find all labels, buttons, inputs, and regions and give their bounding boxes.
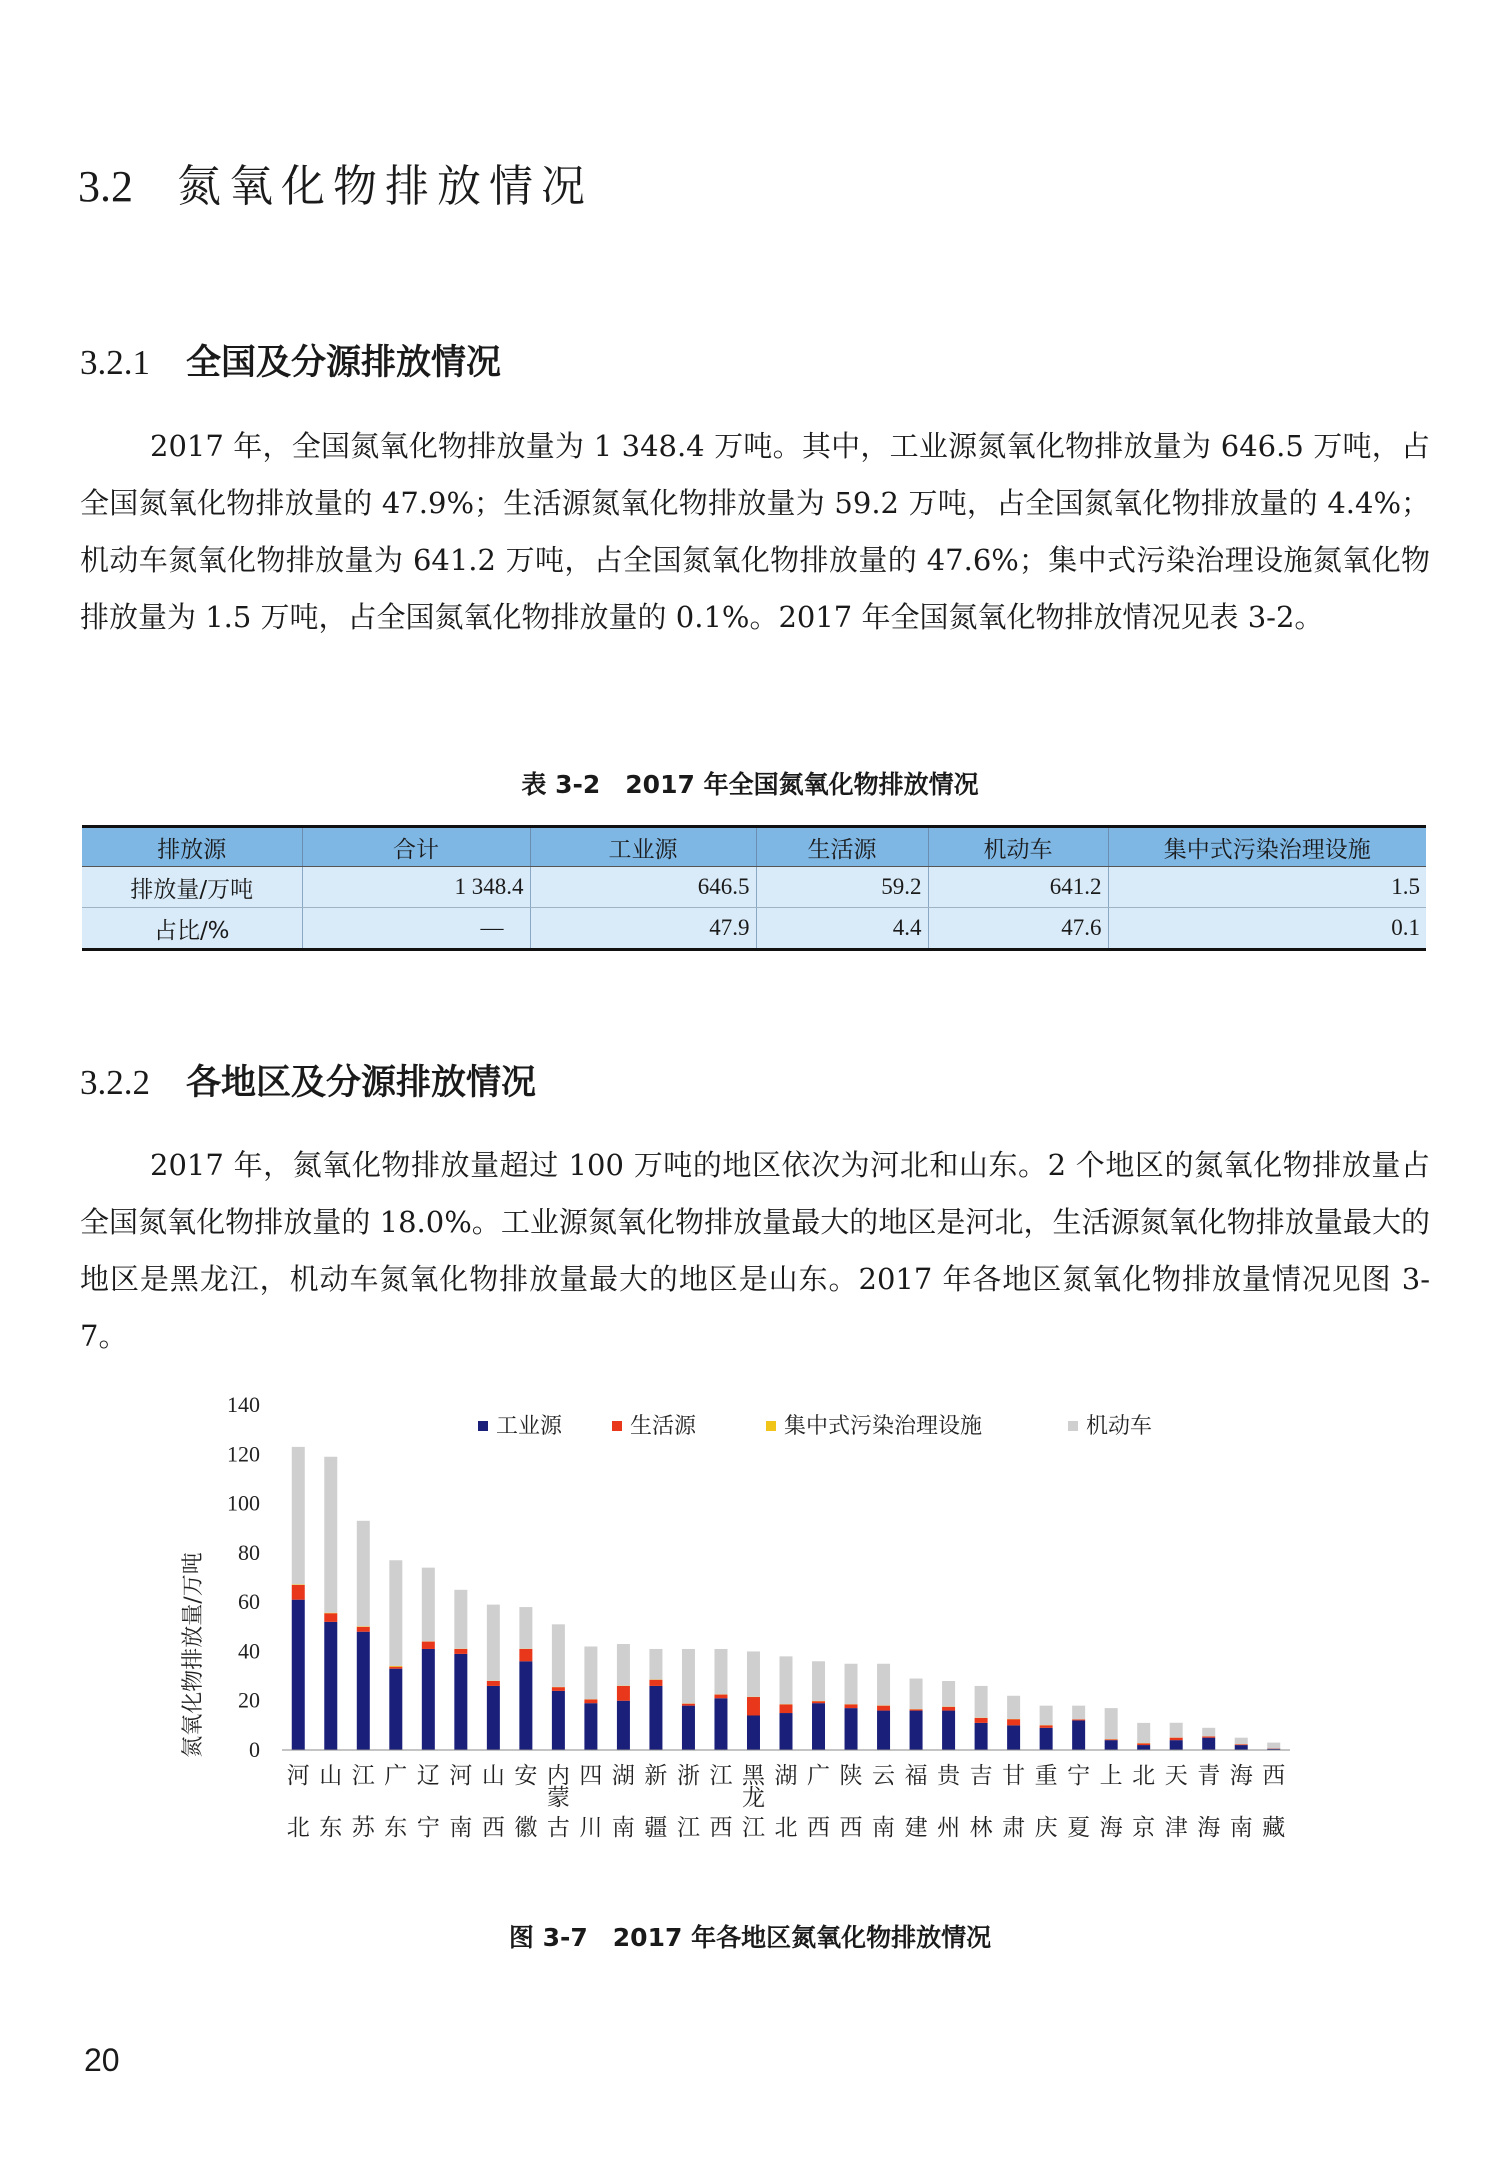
svg-text:广: 广: [384, 1763, 408, 1789]
table-cell: 47.6: [928, 908, 1108, 950]
svg-text:疆: 疆: [644, 1815, 668, 1841]
x-tick-label: [905, 1763, 928, 1841]
table-cell: 1 348.4: [302, 867, 530, 908]
bar-segment: [1040, 1725, 1053, 1727]
svg-text:陕: 陕: [839, 1763, 863, 1789]
table-cell: 59.2: [756, 867, 928, 908]
bar-segment: [1235, 1744, 1248, 1745]
svg-text:内: 内: [546, 1763, 570, 1789]
bar-segment: [910, 1709, 923, 1710]
bar-segment: [487, 1686, 500, 1750]
bar-segment: [1040, 1706, 1053, 1725]
svg-text:龙: 龙: [741, 1785, 765, 1811]
svg-text:南: 南: [872, 1815, 896, 1841]
y-axis-label: 氮氧化物排放量/万吨: [181, 1552, 206, 1758]
legend-item: [478, 1414, 563, 1439]
bar-segment: [617, 1686, 630, 1701]
bar-segment: [357, 1521, 370, 1626]
bar-segment: [747, 1651, 760, 1696]
bar-segment: [454, 1649, 467, 1654]
bar-segment: [1007, 1719, 1020, 1725]
x-tick-label: [612, 1763, 635, 1841]
y-axis-ticks: [227, 1392, 260, 1762]
bar-segment: [1007, 1725, 1020, 1750]
y-tick-label: 60: [238, 1589, 260, 1615]
bar-segment: [454, 1590, 467, 1649]
table-header: 机动车: [928, 827, 1108, 867]
y-tick-label: 120: [227, 1441, 260, 1467]
svg-text:林: 林: [969, 1815, 993, 1841]
bars: [292, 1447, 1280, 1750]
table-caption: 表 3-2 2017 年全国氮氧化物排放情况: [521, 770, 979, 799]
emission-table: [82, 825, 1426, 951]
bar-segment: [422, 1568, 435, 1642]
svg-text:山: 山: [319, 1763, 343, 1789]
svg-text:浙: 浙: [676, 1763, 700, 1789]
svg-text:四: 四: [579, 1763, 603, 1789]
x-tick-label: [1067, 1763, 1090, 1841]
svg-text:江: 江: [676, 1815, 700, 1841]
bar-segment: [910, 1679, 923, 1710]
svg-text:江: 江: [709, 1763, 733, 1789]
table-row: [82, 908, 1426, 950]
bar-segment: [292, 1585, 305, 1600]
bar-segment: [617, 1701, 630, 1750]
svg-text:夏: 夏: [1067, 1815, 1091, 1841]
bar-segment: [845, 1664, 858, 1704]
bar-segment: [649, 1649, 662, 1680]
bar-segment: [552, 1691, 565, 1750]
bar-segment: [584, 1699, 597, 1703]
table-cell: 641.2: [928, 867, 1108, 908]
svg-text:京: 京: [1132, 1815, 1156, 1841]
x-tick-label: [1035, 1763, 1058, 1841]
svg-text:湖: 湖: [611, 1763, 635, 1789]
bar-segment: [714, 1695, 727, 1699]
bar-segment: [877, 1706, 890, 1711]
svg-text:河: 河: [449, 1763, 473, 1789]
bar-segment: [1202, 1736, 1215, 1737]
svg-text:藏: 藏: [1262, 1815, 1286, 1841]
paragraph-regional: 2017 年，氮氧化物排放量超过 100 万吨的地区依次为河北和山东。2 个地区的氮氧化物排放量占全国氮氧化物排放量的 18.0%。工业源氮氧化物排放量最大的地区是河北，生活源氮氧化物排放量最大的地区是黑龙江，机动车氮氧化物排放量最大的地区是山东。2017 年各地区氮氧化物排放量情况见图 3-7。: [80, 1148, 1430, 1353]
table-header: 集中式污染治理设施: [1108, 827, 1426, 867]
x-tick-label: [287, 1763, 310, 1841]
section-number: 3.2: [78, 162, 133, 211]
table-header: 排放源: [82, 827, 302, 867]
subsection-title-2: 各地区及分源排放情况: [186, 1063, 537, 1103]
bar-segment: [942, 1707, 955, 1711]
x-tick-label: [482, 1763, 505, 1841]
bar-segment: [747, 1716, 760, 1751]
bar-segment: [714, 1649, 727, 1694]
svg-text:海: 海: [1229, 1763, 1253, 1789]
svg-text:安: 安: [514, 1763, 538, 1789]
bar-segment: [910, 1711, 923, 1750]
y-axis-label-group: [181, 1552, 206, 1757]
bar-segment: [389, 1560, 402, 1666]
table-header: 生活源: [756, 827, 928, 867]
table-cell: 4.4: [756, 908, 928, 950]
x-tick-label: [970, 1763, 993, 1841]
x-tick-label: [1165, 1763, 1188, 1841]
section-heading: [78, 150, 593, 214]
bar-segment: [324, 1613, 337, 1622]
svg-text:宁: 宁: [416, 1815, 440, 1841]
svg-text:江: 江: [351, 1763, 375, 1789]
bar-segment: [682, 1704, 695, 1706]
bar-segment: [487, 1605, 500, 1681]
svg-text:苏: 苏: [351, 1815, 375, 1841]
svg-text:宁: 宁: [1067, 1763, 1091, 1789]
svg-text:西: 西: [807, 1815, 831, 1841]
section-title: 氮氧化物排放情况: [177, 161, 593, 212]
svg-text:工业源: 工业源: [496, 1414, 563, 1439]
svg-text:建: 建: [904, 1815, 928, 1841]
table-cell: 646.5: [530, 867, 756, 908]
x-tick-label: [514, 1763, 537, 1841]
bar-segment: [877, 1664, 890, 1706]
bar-segment: [1007, 1696, 1020, 1719]
figure-caption: 图 3-7 2017 年各地区氮氧化物排放情况: [508, 1923, 992, 1952]
bar-segment: [617, 1644, 630, 1686]
bar-segment: [357, 1627, 370, 1632]
bar-segment: [389, 1666, 402, 1667]
svg-text:天: 天: [1164, 1763, 1188, 1789]
x-tick-label: [449, 1763, 472, 1841]
table-row: [82, 867, 1426, 908]
svg-text:云: 云: [872, 1763, 896, 1789]
svg-text:北: 北: [286, 1815, 310, 1841]
x-tick-label: [937, 1763, 962, 1841]
x-tick-label: [775, 1763, 798, 1841]
table-cell: 0.1: [1108, 908, 1426, 950]
bar-segment: [292, 1447, 305, 1585]
svg-text:南: 南: [1229, 1815, 1253, 1841]
svg-text:徽: 徽: [514, 1815, 538, 1841]
x-tick-label: [384, 1763, 407, 1841]
svg-text:东: 东: [319, 1815, 343, 1841]
svg-text:青: 青: [1197, 1763, 1221, 1789]
bar-segment: [1137, 1723, 1150, 1743]
svg-text:西: 西: [839, 1815, 863, 1841]
svg-text:肃: 肃: [1002, 1815, 1026, 1841]
x-tick-label: [644, 1763, 667, 1841]
svg-text:甘: 甘: [1002, 1763, 1026, 1789]
bar-segment: [714, 1698, 727, 1750]
bar-segment: [1072, 1719, 1085, 1720]
y-tick-label: 80: [238, 1539, 260, 1565]
bar-segment: [1170, 1723, 1183, 1738]
svg-text:辽: 辽: [416, 1763, 440, 1789]
bar-segment: [942, 1711, 955, 1750]
bar-segment: [519, 1661, 532, 1750]
regional-emission-chart: [160, 1385, 1320, 1865]
bar-segment: [780, 1704, 793, 1713]
svg-text:北: 北: [1132, 1763, 1156, 1789]
svg-text:广: 广: [807, 1763, 831, 1789]
bar-segment: [389, 1669, 402, 1750]
bar-segment: [552, 1624, 565, 1687]
subsection-heading-1: [80, 335, 501, 385]
bar-segment: [422, 1642, 435, 1649]
x-tick-label: [1100, 1763, 1123, 1841]
bar-segment: [487, 1681, 500, 1686]
bar-segment: [682, 1706, 695, 1750]
bar-segment: [584, 1647, 597, 1700]
table-cell: —: [302, 908, 530, 950]
y-tick-label: 140: [227, 1392, 260, 1417]
x-tick-label: [579, 1763, 602, 1841]
svg-text:集中式污染治理设施: 集中式污染治理设施: [784, 1414, 983, 1439]
y-tick-label: 20: [238, 1687, 260, 1713]
bar-segment: [1137, 1745, 1150, 1750]
svg-text:山: 山: [481, 1763, 505, 1789]
svg-text:津: 津: [1164, 1815, 1188, 1841]
svg-text:川: 川: [579, 1815, 603, 1841]
svg-text:西: 西: [481, 1815, 505, 1841]
svg-text:庆: 庆: [1034, 1815, 1058, 1841]
svg-text:江: 江: [741, 1815, 765, 1841]
subsection-heading-2: [80, 1055, 536, 1105]
x-tick-label: [1132, 1763, 1155, 1841]
table-cell: 1.5: [1108, 867, 1426, 908]
svg-text:北: 北: [774, 1815, 798, 1841]
subsection-number-1: 3.2.1: [80, 343, 150, 382]
bar-segment: [422, 1649, 435, 1750]
svg-text:湖: 湖: [774, 1763, 798, 1789]
svg-text:生活源: 生活源: [630, 1414, 697, 1439]
bar-segment: [552, 1687, 565, 1691]
svg-text:南: 南: [449, 1815, 473, 1841]
bar-segment: [519, 1649, 532, 1661]
svg-text:东: 东: [384, 1815, 408, 1841]
x-tick-label: [742, 1763, 766, 1841]
svg-text:海: 海: [1197, 1815, 1221, 1841]
svg-text:州: 州: [937, 1815, 961, 1841]
bar-segment: [1202, 1738, 1215, 1750]
page-number: 20: [84, 2042, 120, 2078]
svg-text:福: 福: [904, 1763, 928, 1789]
bar-segment: [357, 1632, 370, 1750]
table-header-row: [82, 827, 1426, 867]
x-tick-label: [1002, 1763, 1025, 1841]
svg-text:重: 重: [1034, 1763, 1058, 1789]
x-tick-label: [807, 1763, 830, 1841]
bar-segment: [454, 1654, 467, 1750]
svg-text:贵: 贵: [937, 1763, 961, 1789]
bar-segment: [389, 1667, 402, 1669]
bar-segment: [975, 1686, 988, 1718]
x-tick-label: [1197, 1763, 1220, 1841]
bar-segment: [1105, 1740, 1118, 1750]
bar-segment: [1235, 1745, 1248, 1750]
x-tick-label: [840, 1763, 863, 1841]
svg-text:黑: 黑: [741, 1763, 765, 1789]
x-axis-labels: [287, 1763, 1285, 1841]
svg-text:上: 上: [1099, 1763, 1123, 1789]
bar-segment: [682, 1649, 695, 1703]
x-tick-label: [352, 1763, 376, 1841]
legend-item: [612, 1414, 697, 1439]
paragraph-national: 2017 年，全国氮氧化物排放量为 1 348.4 万吨。其中，工业源氮氧化物排放量为 646.5 万吨，占全国氮氧化物排放量的 47.9%；生活源氮氧化物排放量为 59.2 万吨，占全国氮氧化物排放量的 4.4%；机动车氮氧化物排放量为 641.2 万吨，占全国氮氧化物排放量的 47.6%；集中式污染治理设施氮氧化物排放量为 1.5 万吨，占全国氮氧化物排放量的 0.1%。2017 年全国氮氧化物排放情况见表 3-2。: [80, 429, 1430, 634]
bar-segment: [324, 1457, 337, 1613]
bar-segment: [1072, 1706, 1085, 1720]
x-tick-label: [709, 1763, 732, 1841]
legend: [478, 1414, 1152, 1439]
bar-segment: [1105, 1708, 1118, 1739]
bar-segment: [1137, 1743, 1150, 1745]
x-tick-label: [677, 1763, 700, 1841]
x-tick-label: [319, 1763, 342, 1841]
svg-text:西: 西: [1262, 1763, 1286, 1789]
bar-segment: [1105, 1739, 1118, 1740]
bar-segment: [812, 1701, 825, 1703]
bar-segment: [747, 1697, 760, 1715]
bar-segment: [877, 1711, 890, 1750]
table-cell: 47.9: [530, 908, 756, 950]
svg-text:新: 新: [644, 1763, 668, 1789]
bar-segment: [1072, 1720, 1085, 1750]
legend-item: [1068, 1414, 1152, 1439]
svg-text:河: 河: [286, 1763, 310, 1789]
bar-segment: [1170, 1740, 1183, 1750]
bar-segment: [1235, 1738, 1248, 1745]
bar-segment: [845, 1708, 858, 1750]
x-tick-label: [547, 1763, 570, 1841]
bar-segment: [649, 1680, 662, 1686]
svg-text:南: 南: [611, 1815, 635, 1841]
bar-segment: [942, 1681, 955, 1707]
svg-text:蒙: 蒙: [546, 1785, 570, 1811]
svg-text:古: 古: [546, 1815, 570, 1841]
table-header: 合计: [302, 827, 530, 867]
bar-segment: [649, 1686, 662, 1750]
subsection-number-2: 3.2.2: [80, 1063, 150, 1102]
table-header: 工业源: [530, 827, 756, 867]
bar-segment: [845, 1704, 858, 1708]
bar-segment: [1040, 1728, 1053, 1750]
svg-text:吉: 吉: [969, 1763, 993, 1789]
bar-segment: [1267, 1743, 1280, 1749]
x-tick-label: [417, 1763, 440, 1841]
svg-text:西: 西: [709, 1815, 733, 1841]
bar-segment: [1202, 1728, 1215, 1737]
svg-text:海: 海: [1099, 1815, 1123, 1841]
bar-segment: [584, 1703, 597, 1750]
bar-segment: [519, 1607, 532, 1649]
subsection-title-1: 全国及分源排放情况: [186, 343, 502, 383]
y-tick-label: 0: [249, 1737, 260, 1762]
bar-segment: [780, 1713, 793, 1750]
x-tick-label: [1262, 1763, 1285, 1841]
bar-segment: [1170, 1738, 1183, 1740]
bar-segment: [324, 1622, 337, 1750]
bar-segment: [812, 1703, 825, 1750]
table-row-header: 排放量/万吨: [82, 867, 302, 908]
svg-text:机动车: 机动车: [1086, 1414, 1153, 1439]
y-tick-label: 100: [227, 1490, 260, 1516]
y-tick-label: 40: [238, 1638, 260, 1664]
bar-segment: [292, 1600, 305, 1750]
x-tick-label: [872, 1763, 895, 1841]
legend-item: [766, 1414, 982, 1439]
table-row-header: 占比/%: [82, 908, 302, 950]
bar-segment: [780, 1656, 793, 1704]
x-tick-label: [1230, 1763, 1253, 1841]
bar-segment: [975, 1718, 988, 1723]
bar-segment: [975, 1723, 988, 1750]
bar-segment: [812, 1661, 825, 1701]
